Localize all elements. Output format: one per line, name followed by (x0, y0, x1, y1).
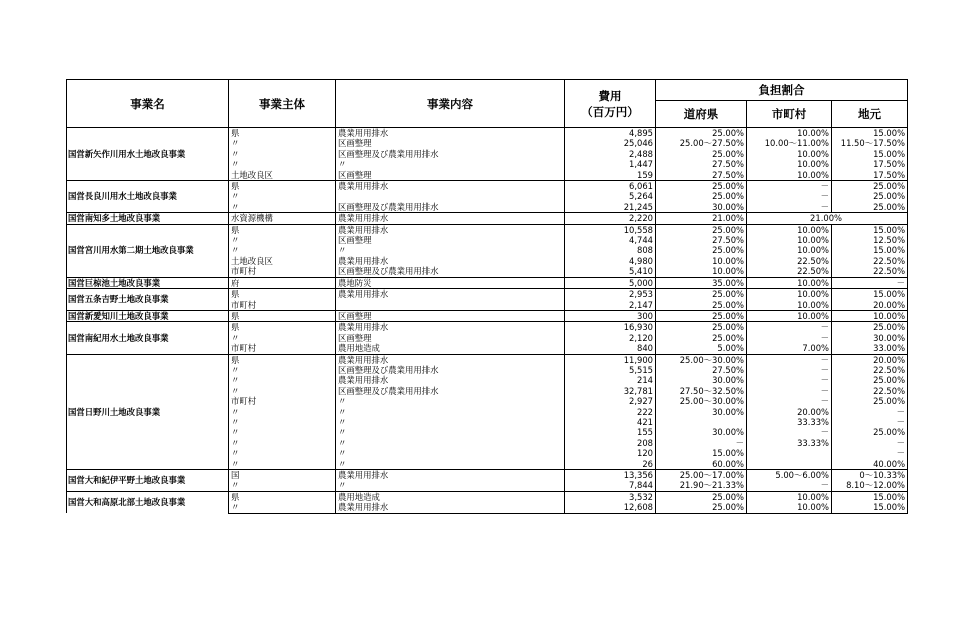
content-cell: 〃 (336, 159, 565, 169)
content-cell: 農業用用排水 (336, 375, 565, 385)
content-cell: 区画整理及び農業用用排水 (336, 365, 565, 375)
project-name: 国営新矢作川用水土地改良事業 (67, 128, 229, 181)
project-name: 国営宮川用水第二期土地改良事業 (67, 224, 229, 277)
city-share-cell: 10.00% (747, 235, 832, 245)
entity-cell: 国 (229, 470, 336, 481)
city-share-cell: 10.00% (747, 224, 832, 235)
content-cell: 区画整理 (336, 333, 565, 343)
entity-cell: 〃 (229, 480, 336, 491)
cost-cell: 808 (565, 245, 656, 255)
pref-share-cell: 25.00% (656, 333, 747, 343)
local-share-cell: 15.00% (832, 245, 908, 255)
local-share-cell: 0～10.33% (832, 470, 908, 481)
pref-share-cell: 27.50～32.50% (656, 386, 747, 396)
pref-share-cell: 27.50% (656, 365, 747, 375)
project-name: 国営大和紀伊平野土地改良事業 (67, 470, 229, 492)
table-row (67, 181, 908, 192)
city-share-cell: 10.00% (747, 300, 832, 311)
header-city: 市町村 (747, 101, 832, 128)
table-row (67, 322, 908, 333)
entity-cell: 土地改良区 (229, 256, 336, 266)
cost-cell: 840 (565, 343, 656, 354)
cost-cell: 2,120 (565, 333, 656, 343)
city-share-cell: 10.00% (747, 277, 832, 288)
local-share-cell: 25.00% (832, 202, 908, 213)
pref-share-cell: 25.00% (656, 491, 747, 502)
content-cell (336, 300, 565, 311)
pref-share-cell: 25.00% (656, 191, 747, 201)
city-share-cell: 10.00% (747, 502, 832, 513)
header-project-name: 事業名 (67, 80, 229, 128)
header-entity: 事業主体 (229, 80, 336, 128)
cost-cell: 5,264 (565, 191, 656, 201)
table-row (67, 224, 908, 235)
pref-share-cell: 25.00% (656, 181, 747, 192)
content-cell: 農業用用排水 (336, 128, 565, 139)
content-cell: 農業用用排水 (336, 354, 565, 365)
local-share-cell: 20.00% (832, 300, 908, 311)
entity-cell: 〃 (229, 333, 336, 343)
cost-cell: 208 (565, 438, 656, 448)
city-share-cell: 20.00% (747, 407, 832, 417)
local-share-cell: － (832, 407, 908, 417)
city-share-cell: － (747, 427, 832, 437)
pref-share-cell: 30.00% (656, 375, 747, 385)
cost-cell: 16,930 (565, 322, 656, 333)
entity-cell: 〃 (229, 459, 336, 470)
table-row (67, 128, 908, 139)
pref-share-cell: 21.90～21.33% (656, 480, 747, 491)
local-share-cell: 22.50% (832, 266, 908, 277)
city-share-cell (747, 459, 832, 470)
content-cell: 農用地造成 (336, 491, 565, 502)
header-content: 事業内容 (336, 80, 565, 128)
local-share-cell: 8.10～12.00% (832, 480, 908, 491)
local-share-cell: 10.00% (832, 310, 908, 321)
pref-share-cell: 25.00% (656, 300, 747, 311)
entity-cell: 〃 (229, 375, 336, 385)
local-share-cell: 20.00% (832, 354, 908, 365)
header-cost (565, 80, 656, 128)
content-cell: 農業用用排水 (336, 181, 565, 192)
entity-cell: 〃 (229, 159, 336, 169)
local-share-cell: 40.00% (832, 459, 908, 470)
city-share-cell (747, 448, 832, 458)
entity-cell: 府 (229, 277, 336, 288)
entity-cell: 県 (229, 289, 336, 300)
content-cell: 〃 (336, 438, 565, 448)
content-cell: 農業用用排水 (336, 224, 565, 235)
content-cell: 農用地造成 (336, 343, 565, 354)
local-share-cell: 15.00% (832, 128, 908, 139)
cost-cell: 5,410 (565, 266, 656, 277)
project-name: 国営大和高原北部土地改良事業 (67, 491, 229, 513)
content-cell (336, 191, 565, 201)
local-share-cell: 25.00% (832, 191, 908, 201)
content-cell: 区画整理 (336, 138, 565, 148)
local-share-cell: 25.00% (832, 427, 908, 437)
entity-cell: 〃 (229, 149, 336, 159)
cost-cell: 26 (565, 459, 656, 470)
entity-cell: 〃 (229, 502, 336, 513)
cost-cell: 3,532 (565, 491, 656, 502)
pref-share-cell: 25.00% (656, 128, 747, 139)
content-cell: 〃 (336, 396, 565, 406)
pref-share-cell: 25.00% (656, 245, 747, 255)
city-share-cell: 33.33% (747, 417, 832, 427)
city-share-cell: 22.50% (747, 266, 832, 277)
pref-share-cell: 30.00% (656, 427, 747, 437)
cost-cell: 2,953 (565, 289, 656, 300)
local-share-cell: － (832, 417, 908, 427)
local-share-cell: 25.00% (832, 396, 908, 406)
pref-share-cell: 15.00% (656, 448, 747, 458)
cost-cell: 214 (565, 375, 656, 385)
table-row (67, 470, 908, 481)
cost-cell: 5,515 (565, 365, 656, 375)
local-share-cell: 22.50% (832, 386, 908, 396)
pref-share-cell: 30.00% (656, 202, 747, 213)
pref-share-cell: 25.00% (656, 322, 747, 333)
content-cell: 〃 (336, 417, 565, 427)
pref-share-cell: 10.00% (656, 256, 747, 266)
table-row (67, 289, 908, 300)
city-share-cell: 10.00% (747, 245, 832, 255)
entity-cell: 〃 (229, 427, 336, 437)
local-share-cell: 15.00% (832, 502, 908, 513)
content-cell: 区画整理及び農業用用排水 (336, 149, 565, 159)
pref-share-cell: － (656, 438, 747, 448)
cost-cell: 4,980 (565, 256, 656, 266)
pref-share-cell: 35.00% (656, 277, 747, 288)
entity-cell: 〃 (229, 138, 336, 148)
entity-cell: 県 (229, 491, 336, 502)
cost-cell: 1,447 (565, 159, 656, 169)
local-share-cell: 15.00% (832, 149, 908, 159)
cost-cell: 7,844 (565, 480, 656, 491)
table-body (67, 128, 908, 514)
content-cell: 農業用用排水 (336, 256, 565, 266)
project-name: 国営南知多土地改良事業 (67, 213, 229, 224)
local-share-cell: 25.00% (832, 322, 908, 333)
entity-cell: 〃 (229, 365, 336, 375)
cost-cell: 421 (565, 417, 656, 427)
local-share-cell: 11.50～17.50% (832, 138, 908, 148)
pref-share-cell: 10.00% (656, 266, 747, 277)
pref-share-cell: 25.00～30.00% (656, 354, 747, 365)
cost-cell: 155 (565, 427, 656, 437)
city-share-cell: － (747, 365, 832, 375)
pref-share-cell: 25.00% (656, 224, 747, 235)
entity-cell: 〃 (229, 245, 336, 255)
cost-cell: 2,147 (565, 300, 656, 311)
city-share-cell: 33.33% (747, 438, 832, 448)
local-share-cell: 25.00% (832, 181, 908, 192)
city-share-cell: 5.00～6.00% (747, 470, 832, 481)
table-row (67, 277, 908, 288)
city-share-cell: － (747, 322, 832, 333)
pref-share-cell: 21.00% (656, 213, 747, 224)
city-share-cell: 7.00% (747, 343, 832, 354)
local-share-cell: － (832, 448, 908, 458)
local-share-cell: 22.50% (832, 365, 908, 375)
cost-cell: 159 (565, 170, 656, 181)
entity-cell: 〃 (229, 417, 336, 427)
cost-cell: 300 (565, 310, 656, 321)
city-share-cell: － (747, 333, 832, 343)
header-cost-label: 費用 (598, 88, 622, 103)
content-cell: 区画整理及び農業用用排水 (336, 202, 565, 213)
cost-cell: 4,744 (565, 235, 656, 245)
city-share-cell: － (747, 480, 832, 491)
content-cell: 農業用用排水 (336, 322, 565, 333)
header-local: 地元 (832, 101, 908, 128)
pref-share-cell: 60.00% (656, 459, 747, 470)
entity-cell: 〃 (229, 448, 336, 458)
local-share-cell: 17.50% (832, 159, 908, 169)
pref-share-cell: 25.00% (656, 502, 747, 513)
content-cell: 〃 (336, 480, 565, 491)
entity-cell: 〃 (229, 191, 336, 201)
content-cell: 農業用用排水 (336, 470, 565, 481)
local-share-cell: 15.00% (832, 491, 908, 502)
header-pref: 道府県 (656, 101, 747, 128)
content-cell: 〃 (336, 407, 565, 417)
cost-cell: 13,356 (565, 470, 656, 481)
project-name: 国営日野川土地改良事業 (67, 354, 229, 469)
entity-cell: 市町村 (229, 396, 336, 406)
city-share-cell: 10.00% (747, 159, 832, 169)
header-cost-unit: （百万円） (581, 104, 639, 119)
entity-cell: 〃 (229, 235, 336, 245)
project-name: 国営五条吉野土地改良事業 (67, 289, 229, 311)
cost-cell: 6,061 (565, 181, 656, 192)
city-share-cell: － (747, 354, 832, 365)
content-cell: 区画整理 (336, 170, 565, 181)
entity-cell: 水資源機構 (229, 213, 336, 224)
cost-cell: 4,895 (565, 128, 656, 139)
city-share-cell: － (747, 202, 832, 213)
content-cell: 区画整理 (336, 235, 565, 245)
table-row (67, 491, 908, 502)
pref-share-cell: 27.50% (656, 235, 747, 245)
pref-share-cell: 5.00% (656, 343, 747, 354)
entity-cell: 県 (229, 322, 336, 333)
city-share-cell: 22.50% (747, 256, 832, 266)
cost-cell: 2,220 (565, 213, 656, 224)
city-share-cell: － (747, 386, 832, 396)
content-cell: 区画整理 (336, 310, 565, 321)
content-cell: 〃 (336, 245, 565, 255)
entity-cell: 県 (229, 181, 336, 192)
cost-cell: 222 (565, 407, 656, 417)
entity-cell: 県 (229, 354, 336, 365)
city-share-cell: 10.00～11.00% (747, 138, 832, 148)
cost-cell: 12,608 (565, 502, 656, 513)
city-local-share-cell: 21.00% (747, 213, 908, 224)
city-share-cell: － (747, 181, 832, 192)
cost-cell: 21,245 (565, 202, 656, 213)
content-cell: 〃 (336, 459, 565, 470)
entity-cell: 〃 (229, 438, 336, 448)
city-share-cell: 10.00% (747, 491, 832, 502)
city-share-cell: 10.00% (747, 289, 832, 300)
table-row (67, 354, 908, 365)
pref-share-cell: 25.00% (656, 289, 747, 300)
content-cell: 農業用用排水 (336, 502, 565, 513)
table-row (67, 310, 908, 321)
local-share-cell: 15.00% (832, 289, 908, 300)
content-cell: 〃 (336, 427, 565, 437)
content-cell: 区画整理及び農業用用排水 (336, 266, 565, 277)
city-share-cell: － (747, 375, 832, 385)
city-share-cell: － (747, 191, 832, 201)
content-cell: 区画整理及び農業用用排水 (336, 386, 565, 396)
local-share-cell: － (832, 438, 908, 448)
pref-share-cell: 25.00% (656, 149, 747, 159)
pref-share-cell: 25.00～17.00% (656, 470, 747, 481)
local-share-cell: 25.00% (832, 375, 908, 385)
cost-cell: 5,000 (565, 277, 656, 288)
entity-cell: 県 (229, 128, 336, 139)
cost-cell: 120 (565, 448, 656, 458)
pref-share-cell: 25.00～30.00% (656, 396, 747, 406)
project-name: 国営長良川用水土地改良事業 (67, 181, 229, 213)
entity-cell: 〃 (229, 202, 336, 213)
entity-cell: 〃 (229, 407, 336, 417)
local-share-cell: 12.50% (832, 235, 908, 245)
cost-cell: 2,488 (565, 149, 656, 159)
pref-share-cell: 27.50% (656, 159, 747, 169)
city-share-cell: 10.00% (747, 170, 832, 181)
cost-cell: 25,046 (565, 138, 656, 148)
pref-share-cell (656, 417, 747, 427)
entity-cell: 県 (229, 310, 336, 321)
cost-cell: 11,900 (565, 354, 656, 365)
entity-cell: 市町村 (229, 266, 336, 277)
content-cell: 〃 (336, 448, 565, 458)
table-row (67, 213, 908, 224)
cost-sharing-table (66, 79, 908, 514)
pref-share-cell: 25.00～27.50% (656, 138, 747, 148)
entity-cell: 県 (229, 224, 336, 235)
local-share-cell: 17.50% (832, 170, 908, 181)
content-cell: 農業用用排水 (336, 289, 565, 300)
cost-cell: 10,558 (565, 224, 656, 235)
entity-cell: 土地改良区 (229, 170, 336, 181)
pref-share-cell: 30.00% (656, 407, 747, 417)
entity-cell: 〃 (229, 386, 336, 396)
pref-share-cell: 27.50% (656, 170, 747, 181)
city-share-cell: － (747, 396, 832, 406)
cost-cell: 2,927 (565, 396, 656, 406)
cost-cell: 32,781 (565, 386, 656, 396)
city-share-cell: 10.00% (747, 310, 832, 321)
local-share-cell: 33.00% (832, 343, 908, 354)
project-name: 国営巨椋池土地改良事業 (67, 277, 229, 288)
city-share-cell: 10.00% (747, 149, 832, 159)
pref-share-cell: 25.00% (656, 310, 747, 321)
local-share-cell: 30.00% (832, 333, 908, 343)
content-cell: 農業用用排水 (336, 213, 565, 224)
content-cell: 農地防災 (336, 277, 565, 288)
local-share-cell: － (832, 277, 908, 288)
header-share: 負担割合 (656, 80, 908, 101)
entity-cell: 市町村 (229, 343, 336, 354)
project-name: 国営南紀用水土地改良事業 (67, 322, 229, 354)
city-share-cell: 10.00% (747, 128, 832, 139)
entity-cell: 市町村 (229, 300, 336, 311)
project-name: 国営新愛知川土地改良事業 (67, 310, 229, 321)
local-share-cell: 15.00% (832, 224, 908, 235)
local-share-cell: 22.50% (832, 256, 908, 266)
